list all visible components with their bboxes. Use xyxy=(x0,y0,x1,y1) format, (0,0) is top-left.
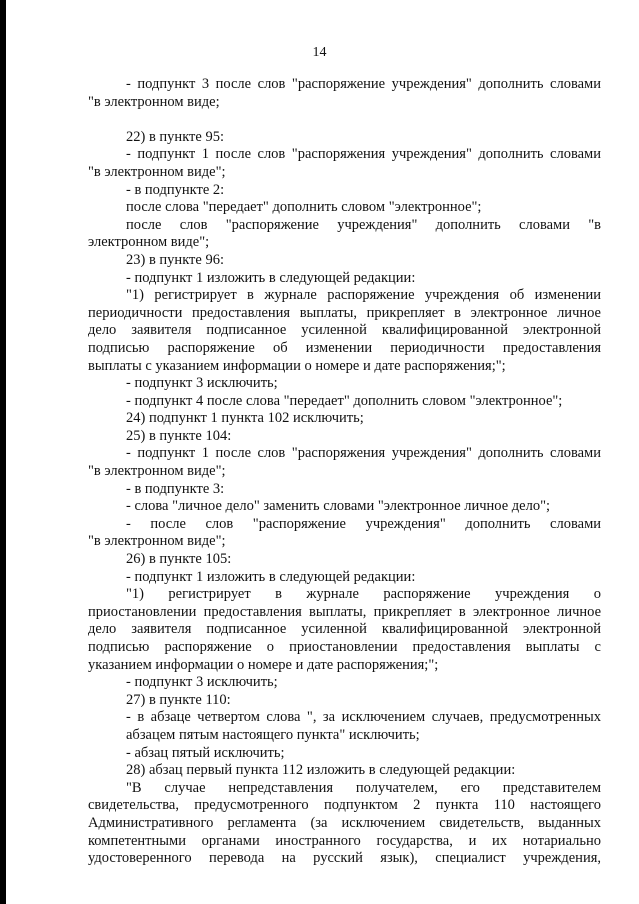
text-line: свидетельства, предусмотренного подпунктом 2 пункта 110 настоящего xyxy=(88,797,601,814)
document-body xyxy=(88,76,601,868)
text-line: 27) в пункте 110: xyxy=(126,691,231,708)
text-line: удостоверенного перевода на русский язык), специалист учреждения, xyxy=(88,850,601,867)
page-number: 14 xyxy=(312,45,327,60)
text-line: после слова "передает" дополнить словом "электронное"; xyxy=(126,199,482,216)
text-line: - в абзаце четвертом слова ", за исключением случаев, предусмотренных xyxy=(126,709,601,726)
text-line: - подпункт 3 исключить; xyxy=(126,375,278,392)
text-line: подписью распоряжение об изменении периодичности предоставления xyxy=(88,339,601,356)
text-line: электронном виде"; xyxy=(88,234,210,251)
text-line: 25) в пункте 104: xyxy=(126,427,232,444)
text-line: 22) в пункте 95: xyxy=(126,128,224,145)
text-line: 28) абзац первый пункта 112 изложить в следующей редакции: xyxy=(126,762,516,779)
text-line: "в электронном виде"; xyxy=(88,163,226,180)
text-line: "в электронном виде; xyxy=(88,93,220,110)
text-line: "В случае непредставления получателем, его представителем xyxy=(126,779,601,796)
text-line: "1) регистрирует в журнале распоряжение учреждения об изменении xyxy=(126,287,601,304)
text-line: компетентными органами иностранного государства, и их нотариально xyxy=(88,832,601,849)
text-line: "1) регистрирует в журнале распоряжение учреждения о xyxy=(126,586,601,603)
text-line: - подпункт 1 изложить в следующей редакции: xyxy=(126,269,416,286)
text-line: дело заявителя подписанное усиленной квалифицированной электронной xyxy=(88,621,601,638)
text-line: подписью распоряжение о приостановлении предоставления выплаты с xyxy=(88,639,601,655)
text-line: - подпункт 1 после слов "распоряжения учреждения" дополнить словами xyxy=(126,146,601,163)
text-line: 24) подпункт 1 пункта 102 исключить; xyxy=(126,410,364,427)
text-line: - в подпункте 2: xyxy=(126,181,225,198)
text-line: дело заявителя подписанное усиленной квалифицированной электронной xyxy=(88,322,601,339)
text-line: 26) в пункте 105: xyxy=(126,551,232,568)
text-line: - слова "личное дело" заменить словами "электронное личное дело"; xyxy=(126,498,551,515)
text-line: Административного регламента (за исключением свидетельств, выданных xyxy=(88,814,601,831)
text-line: - подпункт 3 исключить; xyxy=(126,674,278,691)
text-line: выплаты с указанием информации о номере и дате распоряжения;"; xyxy=(88,357,506,374)
text-line: после слов "распоряжение учреждения" дополнить словами "в xyxy=(126,216,601,233)
text-line: - в подпункте 3: xyxy=(126,480,225,497)
text-line: - подпункт 1 после слов "распоряжения учреждения" дополнить словами xyxy=(126,445,601,462)
blank-line xyxy=(88,111,601,129)
text-line: периодичности предоставления выплаты, прикрепляет в электронное личное xyxy=(88,304,601,321)
text-line: - подпункт 3 после слов "распоряжение учреждения" дополнить словами xyxy=(126,76,601,92)
text-line: "в электронном виде"; xyxy=(88,533,226,550)
text-line: - подпункт 4 после слова "передает" дополнить словом "электронное"; xyxy=(126,392,563,409)
text-line: - подпункт 1 изложить в следующей редакции: xyxy=(126,568,416,585)
text-line: абзацем пятым настоящего пункта" исключить; xyxy=(126,726,420,743)
text-line: "в электронном виде"; xyxy=(88,463,226,480)
text-line: - абзац пятый исключить; xyxy=(126,744,285,761)
text-line: приостановлении предоставления выплаты, прикрепляет в электронное личное xyxy=(88,603,601,620)
scan-border xyxy=(0,0,6,904)
text-line: указанием информации о номере и дате распоряжения;"; xyxy=(88,656,439,673)
text-line: - после слов "распоряжение учреждения" дополнить словами xyxy=(126,515,601,532)
text-line: 23) в пункте 96: xyxy=(126,251,224,268)
